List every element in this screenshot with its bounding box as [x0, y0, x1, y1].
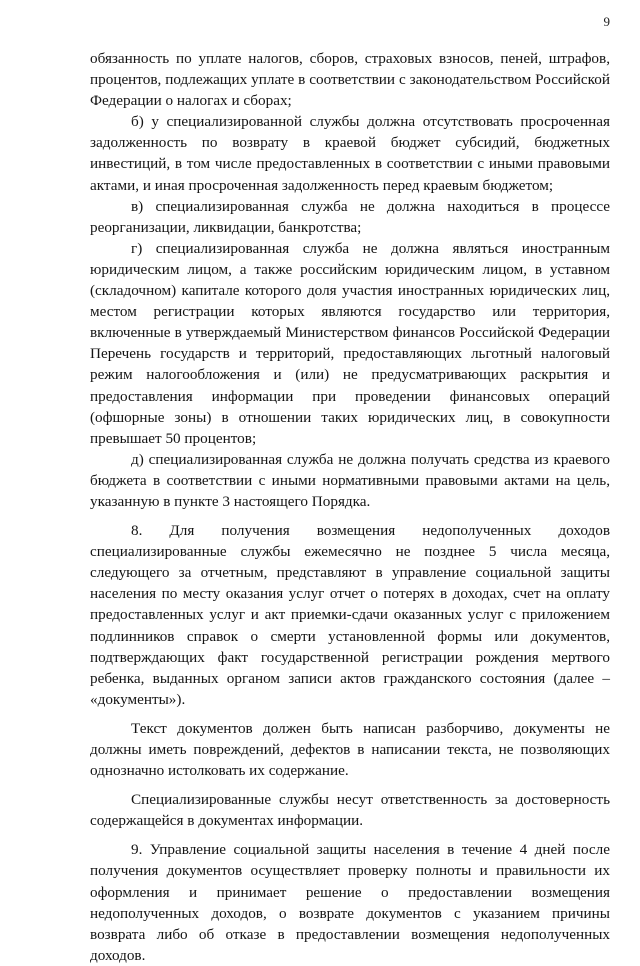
- paragraph-item-g: г) специализированная служба не должна являться иностранным юридическим лицом, а также российским юридическим лицом, в уставном (складочном) капитале которого доля участия иностранных юридических лиц, местом регистрации которых являются государство или территория, включенные в утверждаемый Министерством финансов Российской Федерации Перечень государств и территорий, предоставляющих льготный налоговый режим налогообложения и (или) не предусматривающих раскрытия и предоставления информации при проведении финансовых операций (офшорные зоны) в отношении таких юридических лиц, в совокупности превышает 50 процентов;: [90, 239, 610, 447]
- paragraph-continuation: обязанность по уплате налогов, сборов, страховых взносов, пеней, штрафов, процентов, подлежащих уплате в соответствии с законодательством Российской Федерации о налогах и сборах;: [90, 50, 610, 110]
- paragraph-item-b: б) у специализированной службы должна отсутствовать просроченная задолженность по возврату в краевой бюджет субсидий, бюджетных инвестиций, в том числе предоставленных в соответствии с иными правовыми актами, и иная просроченная задолженность перед краевым бюджетом;: [90, 113, 610, 194]
- paragraph-item-v: в) специализированная служба не должна находиться в процессе реорганизации, ликвидации, банкротства;: [90, 197, 610, 236]
- page-number: 9: [603, 14, 610, 29]
- paragraph-documents-text: Текст документов должен быть написан разборчиво, документы не должны иметь повреждений, дефектов в написании текста, не позволяющих однозначно истолковать их содержание.: [90, 719, 610, 780]
- paragraph-item-d: д) специализированная служба не должна получать средства из краевого бюджета в соответствии с иными нормативными правовыми актами на цель, указанную в пункте 3 настоящего Порядка.: [90, 450, 610, 510]
- paragraph-responsibility: Специализированные службы несут ответственность за достоверность содержащейся в документах информации.: [90, 791, 610, 830]
- document-body: [90, 48, 610, 966]
- paragraph-point-9: 9. Управление социальной защиты населения в течение 4 дней после получения документов осуществляет проверку полноты и правильности их оформления и принимает решение о предоставлении возмещения недополученных доходов, о возврате документов с указанием причины возврата либо об отказе в предоставлении возмещения недополученных доходов.: [90, 841, 610, 964]
- paragraph-point-8: 8. Для получения возмещения недополученных доходов специализированные службы ежемесячно не позднее 5 числа месяца, следующего за отчетным, представляют в управление социальной защиты населения по месту оказания услуг отчет о потерях в доходах, счет на оплату предоставленных услуг и акт приемки-сдачи оказанных услуг с приложением подлинников справок о смерти установленной формы или документов, подтверждающих факт государственной регистрации рождения мертвого ребенка, выданных органом записи актов гражданского состояния (далее – «документы»).: [90, 522, 610, 708]
